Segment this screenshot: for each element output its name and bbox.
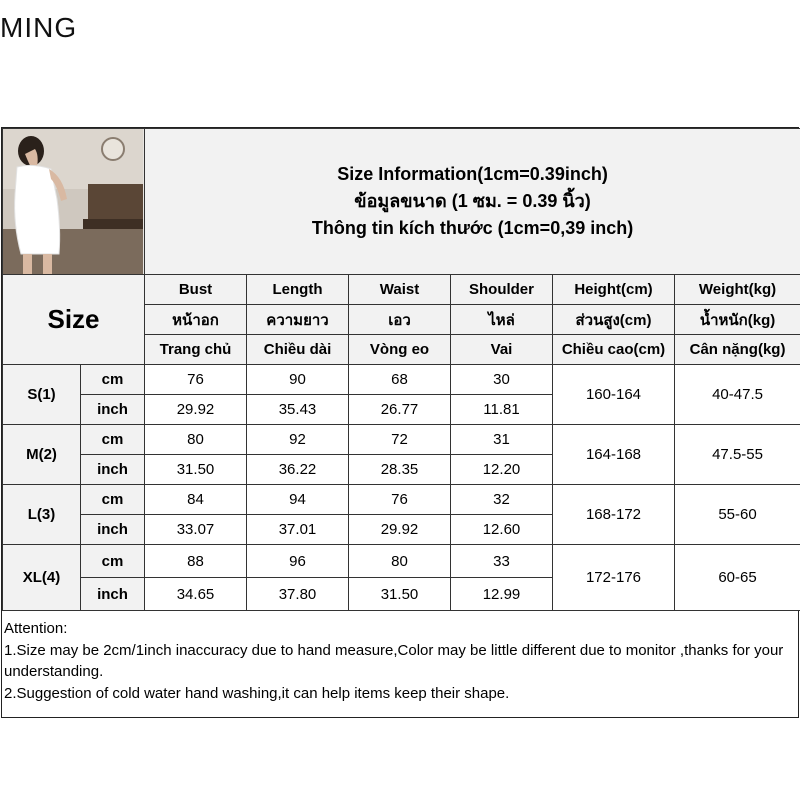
table-cell: 31.50: [145, 455, 247, 485]
weight-range: 55-60: [675, 485, 800, 545]
col-header-waist-en: Waist: [349, 275, 451, 305]
table-cell: 84: [145, 485, 247, 515]
height-range: 172-176: [553, 545, 675, 611]
unit-cm: cm: [81, 425, 145, 455]
brand-logo-text: MING: [0, 12, 78, 43]
attention-title: Attention:: [4, 620, 68, 637]
size-label-xl: XL(4): [3, 545, 81, 611]
size-table: [2, 128, 800, 611]
table-cell: 31: [451, 425, 553, 455]
height-range: 160-164: [553, 365, 675, 425]
size-label-s: S(1): [3, 365, 81, 425]
attention-notes: [4, 618, 794, 704]
table-cell: 88: [145, 545, 247, 578]
table-cell: 34.65: [145, 578, 247, 611]
table-cell: 68: [349, 365, 451, 395]
col-header-length-en: Length: [247, 275, 349, 305]
unit-cm: cm: [81, 545, 145, 578]
table-cell: 32: [451, 485, 553, 515]
weight-range: 47.5-55: [675, 425, 800, 485]
size-label-m: M(2): [3, 425, 81, 485]
col-header-bust-vi: Trang chủ: [145, 335, 247, 365]
col-header-shoulder-en: Shoulder: [451, 275, 553, 305]
col-header-weight-th: น้ำหนัก(kg): [675, 305, 800, 335]
col-header-length-th: ความยาว: [247, 305, 349, 335]
product-photo-cell: [3, 129, 145, 275]
table-cell: 92: [247, 425, 349, 455]
info-line-en: Size Information(1cm=0.39inch): [337, 164, 608, 184]
table-cell: 28.35: [349, 455, 451, 485]
col-header-height-vi: Chiều cao(cm): [553, 335, 675, 365]
col-header-waist-th: เอว: [349, 305, 451, 335]
table-cell: 29.92: [349, 515, 451, 545]
unit-cm: cm: [81, 365, 145, 395]
table-cell: 76: [349, 485, 451, 515]
table-cell: 90: [247, 365, 349, 395]
size-info-heading: [145, 129, 800, 275]
table-cell: 33.07: [145, 515, 247, 545]
table-cell: 36.22: [247, 455, 349, 485]
table-cell: 80: [145, 425, 247, 455]
height-range: 168-172: [553, 485, 675, 545]
col-header-weight-en: Weight(kg): [675, 275, 800, 305]
table-cell: 12.60: [451, 515, 553, 545]
col-header-shoulder-th: ไหล่: [451, 305, 553, 335]
table-cell: 29.92: [145, 395, 247, 425]
table-cell: 26.77: [349, 395, 451, 425]
table-cell: 12.20: [451, 455, 553, 485]
col-header-height-th: ส่วนสูง(cm): [553, 305, 675, 335]
info-line-th: ข้อมูลขนาด (1 ซม. = 0.39 นิ้ว): [354, 191, 591, 211]
attention-note-2: 2.Suggestion of cold water hand washing,it can help items keep their shape.: [4, 684, 510, 702]
col-header-shoulder-vi: Vai: [451, 335, 553, 365]
table-cell: 72: [349, 425, 451, 455]
col-header-bust-th: หน้าอก: [145, 305, 247, 335]
size-chart: [1, 127, 799, 718]
table-cell: 31.50: [349, 578, 451, 611]
table-cell: 30: [451, 365, 553, 395]
product-photo: [3, 129, 143, 274]
table-cell: 11.81: [451, 395, 553, 425]
table-cell: 96: [247, 545, 349, 578]
col-header-height-en: Height(cm): [553, 275, 675, 305]
weight-range: 40-47.5: [675, 365, 800, 425]
col-header-length-vi: Chiều dài: [247, 335, 349, 365]
height-range: 164-168: [553, 425, 675, 485]
unit-inch: inch: [81, 395, 145, 425]
table-cell: 76: [145, 365, 247, 395]
attention-note-1: 1.Size may be 2cm/1inch inaccuracy due to hand measure,Color may be little different due to monitor ,thanks for your understanding.: [4, 641, 784, 680]
table-cell: 33: [451, 545, 553, 578]
col-header-bust-en: Bust: [145, 275, 247, 305]
col-header-waist-vi: Vòng eo: [349, 335, 451, 365]
size-label-l: L(3): [3, 485, 81, 545]
info-line-vi: Thông tin kích thước (1cm=0,39 inch): [311, 218, 634, 238]
table-cell: 37.01: [247, 515, 349, 545]
table-cell: 37.80: [247, 578, 349, 611]
unit-inch: inch: [81, 455, 145, 485]
table-cell: 80: [349, 545, 451, 578]
unit-inch: inch: [81, 515, 145, 545]
size-header: Size: [3, 275, 145, 365]
unit-inch: inch: [81, 578, 145, 611]
col-header-weight-vi: Cân nặng(kg): [675, 335, 800, 365]
unit-cm: cm: [81, 485, 145, 515]
table-cell: 12.99: [451, 578, 553, 611]
table-cell: 35.43: [247, 395, 349, 425]
table-cell: 94: [247, 485, 349, 515]
weight-range: 60-65: [675, 545, 800, 611]
